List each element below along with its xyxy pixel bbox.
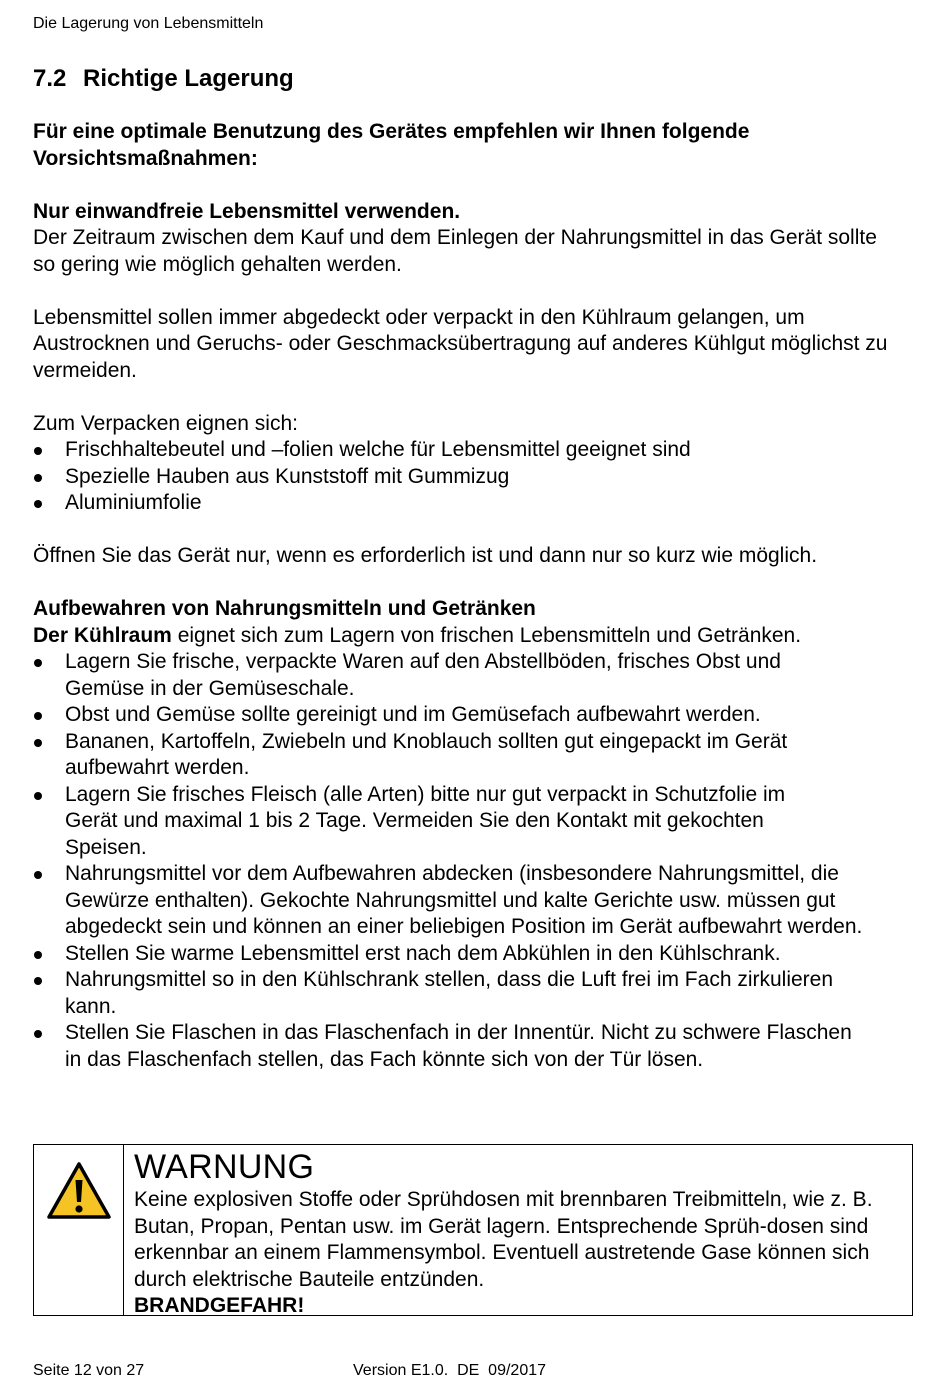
warning-icon-cell [34,1145,124,1315]
list-item: Lagern Sie frische, verpackte Waren auf den Abstellböden, frisches Obst und Gemüse in der Gemüseschale. [33,649,883,702]
para1-bold: Nur einwandfreie Lebensmittel verwenden. [33,199,461,223]
document-body [33,119,917,1073]
list-item: Lagern Sie frisches Fleisch (alle Arten) bitte nur gut verpackt in Schutzfolie im Gerät und maximal 1 bis 2 Tage. Vermeiden Sie den Kontakt mit gekochten Speisen. [33,782,883,862]
storage-list [33,649,883,1073]
intro-heading-line2: Vorsichtsmaßnahmen: [33,146,258,170]
para1-text: Der Zeitraum zwischen dem Kauf und dem Einlegen der Nahrungsmittel in das Gerät sollte so gering wie möglich gehalten werden. [33,226,877,276]
storage-lead-bold: Der Kühlraum [33,623,172,647]
para3-text: Öffnen Sie das Gerät nur, wenn es erforderlich ist und dann nur so kurz wie möglich. [33,544,818,567]
list-item: Frischhaltebeutel und –folien welche für Lebensmittel geeignet sind [33,437,917,464]
warning-triangle-icon [46,1161,112,1221]
list-item: Nahrungsmittel so in den Kühlschrank stellen, dass die Luft frei im Fach zirkulieren kann. [33,967,883,1020]
para2-text: Lebensmittel sollen immer abgedeckt oder verpackt in den Kühlraum gelangen, um Austrocknen und Geruchs- oder Geschmacksübertragung auf anderes Kühlgut möglichst zu vermeiden. [33,305,888,382]
storage-lead-rest: eignet sich zum Lagern von frischen Lebensmitteln und Getränken. [171,623,802,647]
running-header: Die Lagerung von Lebensmitteln [33,15,264,32]
list-item: Stellen Sie warme Lebensmittel erst nach dem Abkühlen in den Kühlschrank. [33,941,883,968]
intro-heading [33,119,917,172]
warning-emphasis: BRANDGEFAHR! [134,1294,305,1317]
packaging-list [33,437,917,517]
list-item: Spezielle Hauben aus Kunststoff mit Gummizug [33,464,917,491]
footer-page: Seite 12 von 27 [33,1362,145,1379]
list-item: Obst und Gemüse sollte gereinigt und im Gemüsefach aufbewahrt werden. [33,702,883,729]
list-item: Nahrungsmittel vor dem Aufbewahren abdecken (insbesondere Nahrungsmittel, die Gewürze enthalten). Gekochte Nahrungsmittel und kalte Gerichte usw. müssen gut abgedeckt sein und können an einer beliebigen Position im Gerät aufbewahrt werden. [33,861,883,941]
list-item: Bananen, Kartoffeln, Zwiebeln und Knoblauch sollten gut eingepackt im Gerät aufbewahrt werden. [33,729,883,782]
intro-heading-line1: Für eine optimale Benutzung des Gerätes empfehlen wir Ihnen folgende [33,120,750,143]
warning-title: WARNUNG [134,1148,315,1186]
section-title-text: Richtige Lagerung [83,65,294,92]
storage-heading: Aufbewahren von Nahrungsmitteln und Getränken [33,597,536,620]
footer-version: Version E1.0. DE 09/2017 [353,1362,547,1379]
section-title [33,64,294,94]
warning-box [33,1144,913,1316]
list-item: Stellen Sie Flaschen in das Flaschenfach in der Innentür. Nicht zu schwere Flaschen in das Flaschenfach stellen, das Fach könnte sich von der Tür lösen. [33,1020,883,1073]
warning-text: Keine explosiven Stoffe oder Sprühdosen mit brennbaren Treibmitteln, wie z. B. Butan, Propan, Pentan usw. im Gerät lagern. Entsprechende Sprüh-dosen sind erkennbar an einem Flammensymbol. Eventuell austretende Gase können sich durch elektrische Bauteile entzünden. [134,1188,873,1291]
warning-text-cell [124,1145,912,1315]
section-number: 7.2 [33,65,67,92]
storage-lead [33,623,917,650]
packaging-lead: Zum Verpacken eignen sich: [33,411,298,435]
list-item: Aluminiumfolie [33,490,917,517]
